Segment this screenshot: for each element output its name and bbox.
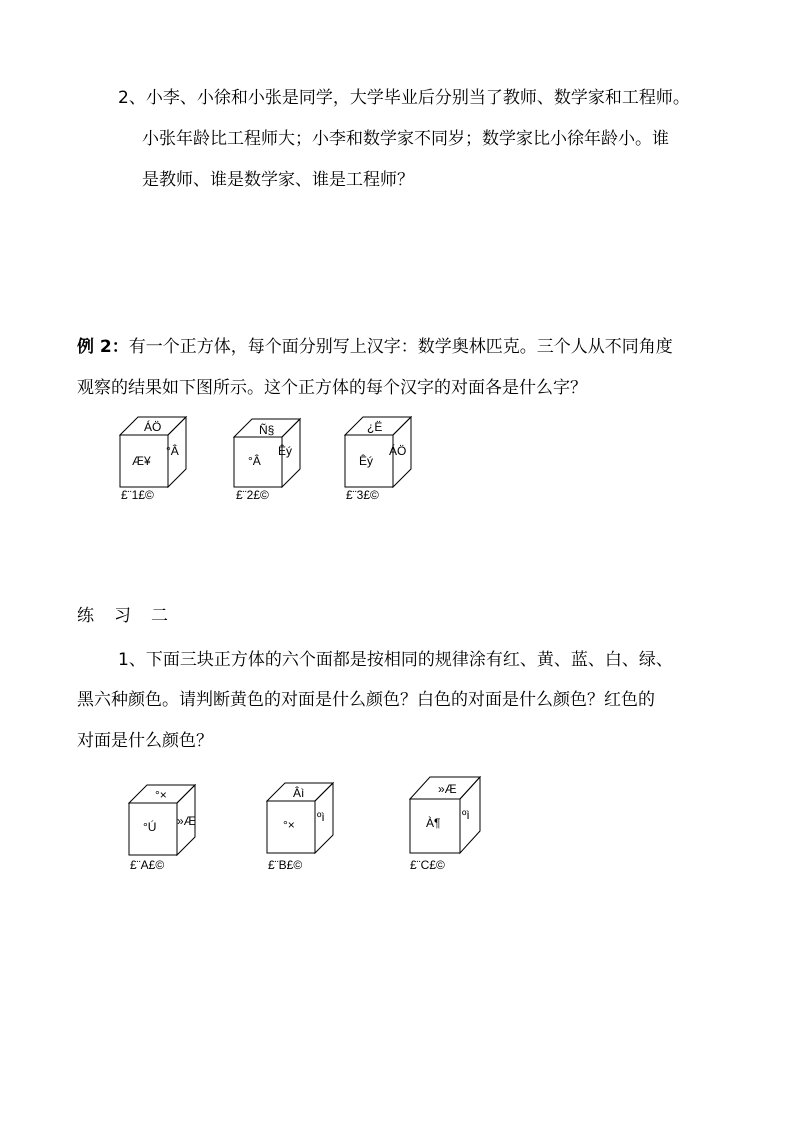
cube-c-top-label: »Æ (438, 782, 457, 796)
cube-3-caption: £¨3£© (346, 488, 379, 502)
cube-a-top-label: °× (155, 788, 167, 802)
cube-3-right-label: ÁÖ (389, 444, 407, 458)
cube-2-right-label: Êý (278, 444, 293, 458)
cube-c-caption: £¨C£© (410, 858, 445, 872)
example2-line1 (77, 335, 673, 359)
cube-b (265, 779, 340, 854)
cube-1-front-label: Æ¥ (132, 454, 151, 468)
exercise2-q1-line2: 黑六种颜色。请判断黄色的对面是什么颜色？白色的对面是什么颜色？红色的 (77, 690, 655, 710)
cube-b-caption: £¨B£© (268, 858, 303, 872)
problem2-line2: 小张年龄比工程师大；小李和数学家不同岁；数学家比小徐年龄小。谁 (142, 129, 669, 149)
cube-a (127, 781, 202, 856)
exercise2-q1-line1: 1、下面三块正方体的六个面都是按相同的规律涂有红、黄、蓝、白、绿、 (118, 650, 673, 670)
example2-label: 例 2： (77, 337, 129, 357)
cube-1-caption: £¨1£© (121, 488, 154, 502)
cube-c (408, 775, 488, 855)
cube-c-right-label: ºì (462, 808, 470, 822)
exercise2-heading (77, 604, 188, 628)
cube-1-top-label: ÁÖ (144, 420, 162, 434)
cube-b-top-label: Âì (293, 786, 305, 800)
exercise2-heading-char-2: 习 (114, 606, 131, 626)
example2-text: 有一个正方体，每个面分别写上汉字：数学奥林匹克。三个人从不同角度 (128, 337, 673, 357)
cube-3 (343, 413, 418, 488)
exercise2-heading-char-3: 二 (151, 606, 168, 626)
exercise2-heading-char-1: 练 (77, 606, 94, 626)
cube-3-front-label: Êý (359, 454, 374, 468)
example2-line2: 观察的结果如下图所示。这个正方体的每个汉字的对面各是什么字？ (77, 378, 587, 398)
cube-a-front-label: °Ú (143, 820, 157, 834)
cube-1-right-label: °Â (166, 444, 179, 458)
cube-2-top-label: Ñ§ (259, 423, 275, 437)
cube-b-front-label: °× (283, 818, 295, 832)
cube-1 (118, 413, 193, 488)
problem2-line1: 2、小李、小徐和小张是同学，大学毕业后分别当了教师、数学家和工程师。 (118, 88, 690, 108)
cube-2-front-label: °Â (248, 454, 261, 468)
cube-a-right-label: »Æ (177, 814, 196, 828)
problem2-line3: 是教师、谁是数学家、谁是工程师？ (142, 170, 414, 190)
exercise2-q1-line3: 对面是什么颜色？ (77, 731, 213, 751)
cube-2-caption: £¨2£© (236, 488, 269, 502)
cube-a-caption: £¨A£© (130, 858, 165, 872)
cube-3-top-label: ¿Ë (367, 420, 383, 434)
cube-c-front-label: À¶ (426, 816, 441, 830)
cube-b-right-label: ºì (317, 810, 325, 824)
cube-2 (232, 417, 307, 489)
